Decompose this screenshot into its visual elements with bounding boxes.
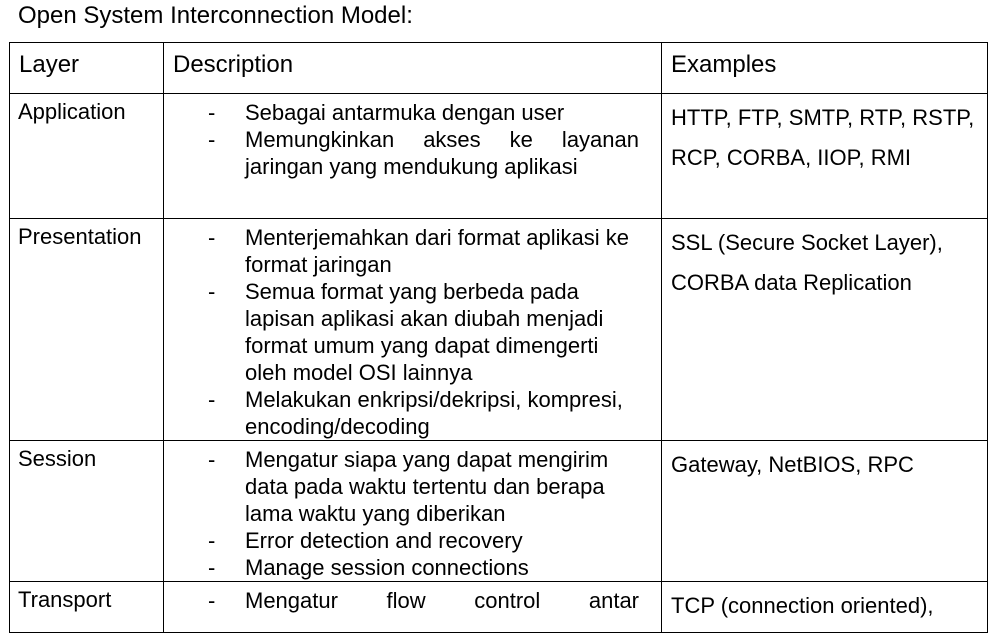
dash-bullet: - (208, 528, 216, 553)
column-header-description: Description (164, 43, 662, 94)
examples-cell (662, 94, 988, 219)
dash-bullet: - (208, 100, 216, 125)
examples-cell (662, 219, 988, 441)
dash-bullet: - (208, 127, 216, 152)
description-item: - Mengatur flow control antar (208, 588, 639, 613)
document-title: Open System Interconnection Model: (18, 2, 413, 29)
description-cell (164, 219, 662, 441)
layer-cell (10, 94, 164, 219)
description-item: - Error detection and recovery (208, 528, 523, 553)
layer-cell (10, 441, 164, 582)
examples-cell (662, 441, 988, 582)
dash-bullet: - (208, 447, 216, 472)
description-cell (164, 94, 662, 219)
examples-text: Gateway, NetBIOS, RPC (671, 452, 914, 477)
description-item: - Menterjemahkan dari format aplikasi ke format jaringan (208, 225, 629, 277)
examples-cell (662, 582, 988, 633)
examples-text: TCP (connection oriented), (671, 593, 934, 618)
table-row-application (10, 94, 988, 219)
column-header-layer: Layer (10, 43, 164, 94)
examples-text: SSL (Secure Socket Layer), CORBA data Replication (671, 230, 943, 295)
layer-cell (10, 219, 164, 441)
description-item: - Sebagai antarmuka dengan user (208, 100, 565, 125)
description-cell (164, 441, 662, 582)
dash-bullet: - (208, 225, 216, 250)
description-item: - Semua format yang berbeda pada lapisan aplikasi akan diubah menjadi format umum yang dapat dimengerti oleh model OSI lainnya (208, 279, 604, 385)
description-item: - Melakukan enkripsi/dekripsi, kompresi, encoding/decoding (208, 387, 623, 439)
osi-model-table (9, 42, 988, 633)
layer-name: Presentation (18, 224, 142, 249)
column-header-examples: Examples (662, 43, 988, 94)
layer-cell (10, 582, 164, 633)
description-cell (164, 582, 662, 633)
table-row-presentation (10, 219, 988, 441)
dash-bullet: - (208, 555, 216, 580)
table-row-session (10, 441, 988, 582)
layer-name: Application (18, 99, 126, 124)
description-list (164, 582, 661, 614)
description-item: - Memungkinkan akses ke layanan jaringan yang mendukung aplikasi (208, 127, 639, 179)
description-list (164, 441, 661, 581)
table-header-row (10, 43, 988, 94)
dash-bullet: - (208, 588, 216, 613)
description-list (164, 219, 661, 440)
table-row-transport (10, 582, 988, 633)
layer-name: Session (18, 446, 97, 471)
dash-bullet: - (208, 279, 216, 304)
dash-bullet: - (208, 387, 216, 412)
examples-text: HTTP, FTP, SMTP, RTP, RSTP, RCP, CORBA, IIOP, RMI (671, 105, 975, 170)
description-item: - Mengatur siapa yang dapat mengirim data pada waktu tertentu dan berapa lama waktu yang diberikan (208, 447, 609, 526)
description-item: - Manage session connections (208, 555, 529, 580)
layer-name: Transport (18, 587, 112, 612)
description-list (164, 94, 661, 180)
